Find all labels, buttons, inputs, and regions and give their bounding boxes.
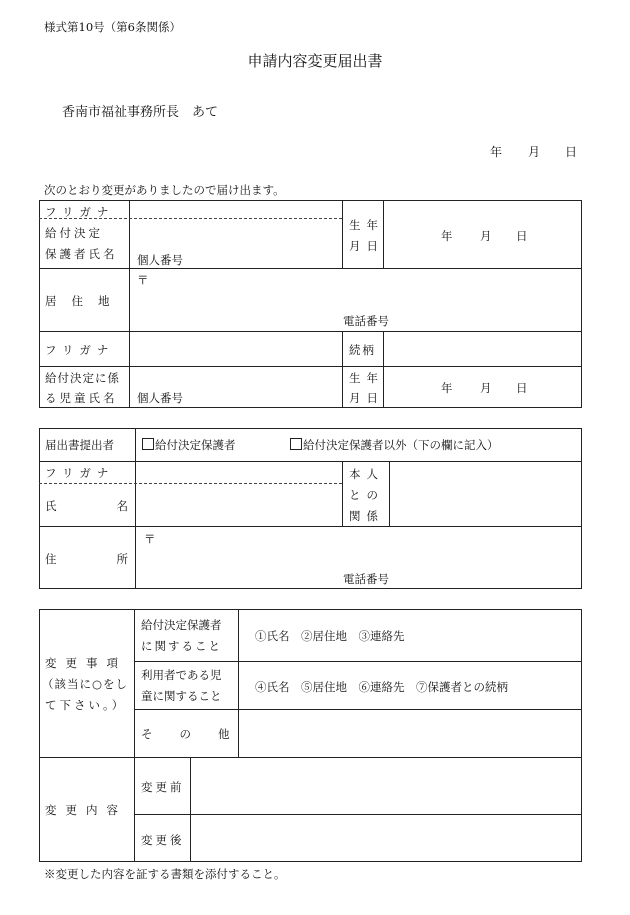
addressee: 香南市福祉事務所長 あて [62, 105, 219, 120]
child-birth-month: 月 [480, 381, 492, 395]
birth-date-label: 月日 [349, 239, 384, 253]
change-items-note: て下さい。） [45, 698, 127, 712]
divider [39, 526, 582, 527]
divider [129, 200, 130, 408]
child-name-label: る児童氏名 [45, 391, 118, 405]
divider [383, 200, 384, 268]
child-furigana-label: フリガナ [45, 343, 115, 357]
my-number-label: 個人番号 [137, 253, 183, 267]
phone-label: 電話番号 [343, 314, 389, 328]
birth-date-label: 生年 [349, 218, 384, 232]
birth-day: 日 [516, 229, 528, 243]
divider [39, 461, 582, 462]
date-day: 日 [565, 145, 578, 159]
divider [190, 757, 191, 862]
checkbox[interactable] [290, 438, 302, 450]
child-birth-label: 月日 [349, 391, 384, 405]
divider [389, 461, 390, 526]
divider [342, 461, 343, 526]
postal-mark: 〒 [137, 273, 149, 287]
furigana-label: フリガナ [45, 205, 115, 219]
relation-label: 本人 [349, 467, 384, 481]
divider [39, 757, 582, 758]
relation-label: との [349, 488, 384, 502]
child-birth-year: 年 [441, 381, 453, 395]
birth-year: 年 [441, 229, 453, 243]
other-label: その他 [141, 727, 257, 741]
relation-label: 関係 [349, 509, 384, 523]
birth-month: 月 [480, 229, 492, 243]
child-related-label: 童に関すること [141, 689, 222, 703]
child-birth-label: 生年 [349, 371, 384, 385]
guardian-name-label: 給付決定 [45, 226, 103, 240]
child-my-number-label: 個人番号 [137, 391, 183, 405]
child-related-label: 利用者である児 [141, 668, 222, 682]
divider [134, 661, 582, 662]
guardian-name-label: 保護者氏名 [45, 247, 118, 261]
checkbox[interactable] [142, 438, 154, 450]
change-items-label: 変更事項 [45, 656, 127, 670]
divider [134, 609, 135, 862]
after-change-label: 変更後 [141, 833, 185, 847]
divider [134, 814, 582, 815]
submitter-option-guardian[interactable]: 給付決定保護者 [142, 437, 236, 453]
form-number: 様式第10号（第6条関係） [44, 20, 181, 34]
guardian-related-label: に関すること [141, 639, 222, 653]
change-table [39, 609, 582, 862]
child-name-label: 給付決定に係 [45, 371, 120, 385]
relation-label: 続柄 [349, 343, 376, 357]
divider [342, 331, 343, 408]
date-year: 年 [490, 145, 503, 159]
change-content-label: 変更内容 [45, 803, 127, 817]
divider [39, 331, 582, 332]
submitter-option-other[interactable]: 給付決定保護者以外（下の欄に記入） [290, 437, 499, 453]
submitter-furigana-label: フリガナ [45, 466, 115, 480]
postal-mark: 〒 [144, 532, 156, 546]
guardian-related-label: 給付決定保護者 [141, 618, 222, 632]
intro-text: 次のとおり変更がありましたので届け出ます。 [44, 183, 285, 197]
footnote: ※変更した内容を証する書類を添付すること。 [44, 867, 286, 881]
guardian-change-options: ①氏名 ②居住地 ③連絡先 [255, 629, 405, 643]
address-label: 居住地 [45, 294, 125, 308]
dashed-divider [39, 483, 342, 484]
submitter-label: 届出書提出者 [45, 438, 114, 452]
date-month: 月 [528, 145, 541, 159]
before-change-label: 変更前 [141, 780, 185, 794]
child-birth-day: 日 [516, 381, 528, 395]
submitter-phone-label: 電話番号 [343, 572, 389, 586]
change-items-note: （該当に○をし [42, 677, 129, 691]
divider [134, 709, 582, 710]
submitter-name-label: 氏名 [45, 499, 188, 513]
page-title: 申請内容変更届出書 [247, 52, 383, 70]
divider [342, 200, 343, 268]
child-change-options: ④氏名 ⑤居住地 ⑥連絡先 ⑦保護者との続柄 [255, 680, 508, 694]
divider [39, 366, 582, 367]
submitter-address-label: 住所 [45, 552, 188, 566]
divider [39, 268, 582, 269]
